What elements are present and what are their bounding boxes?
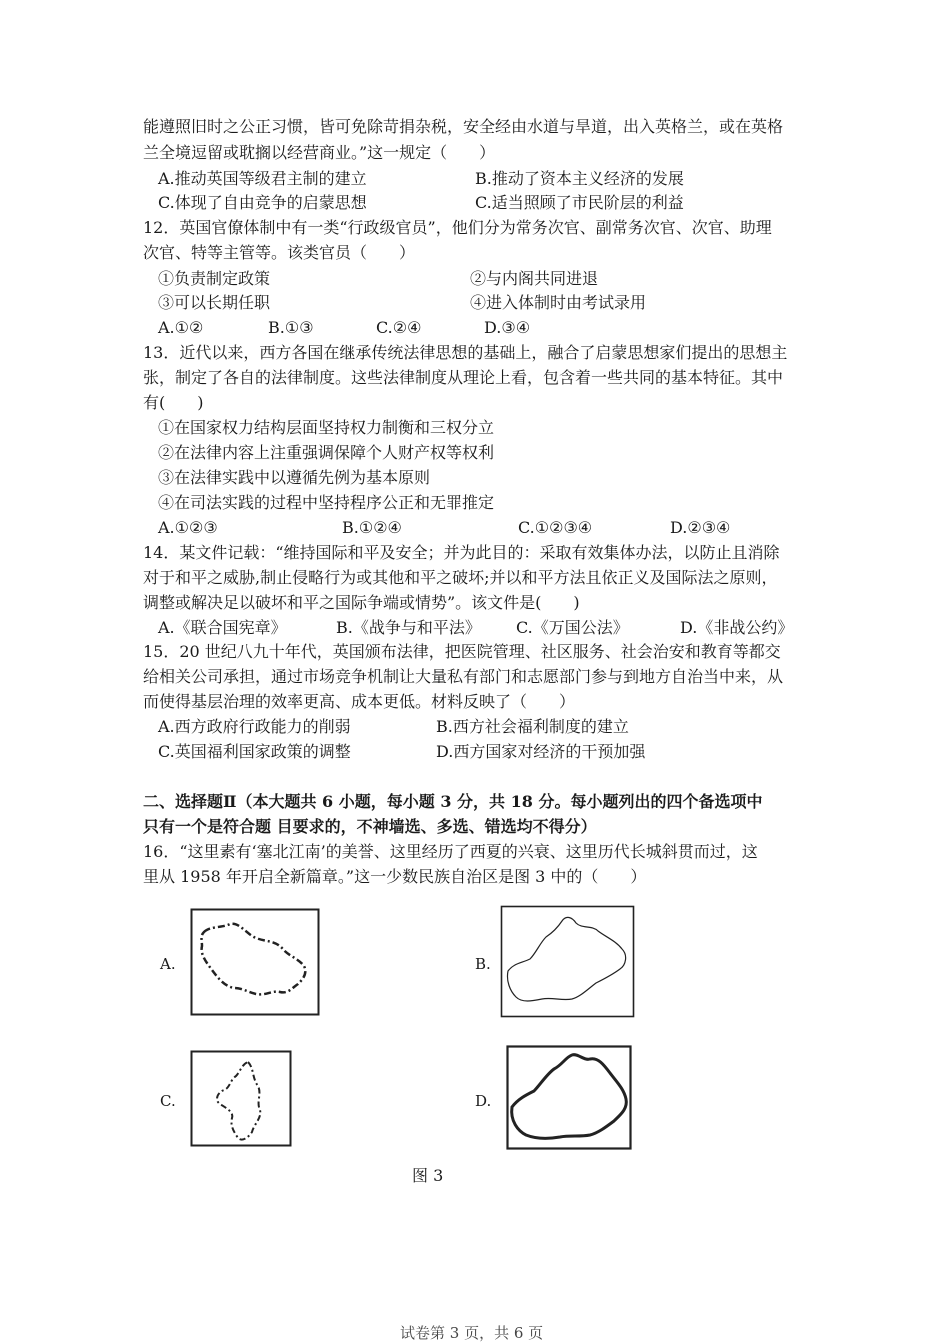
figure-caption: 图 3 xyxy=(412,1166,444,1185)
map-d[interactable] xyxy=(506,1045,632,1150)
q11-line-1: 能遵照旧时之公正习惯，皆可免除苛捐杂税，安全经由水道与旱道，出入英格兰，或在英格 xyxy=(143,117,784,136)
section2-heading-line-2: 只有一个是符合题 目要求的，不神墙选、多选、错选均不得分） xyxy=(143,817,597,836)
q14-line-1: 14．某文件记载：“维持国际和平及安全；并为此目的：采取有效集体办法，以防止且消除 xyxy=(143,543,780,562)
q14-option-b[interactable]: B.《战争与和平法》 xyxy=(336,618,481,637)
q13-option-a[interactable]: A.①②③ xyxy=(158,518,218,537)
q14-line-2: 对于和平之威胁,制止侵略行为或其他和平之破坏;并以和平方法且依正义及国际法之原则， xyxy=(143,568,778,587)
q13-option-b[interactable]: B.①②④ xyxy=(342,518,402,537)
q16-line-2: 里从 1958 年开启全新篇章。”这一少数民族自治区是图 3 中的（ ） xyxy=(143,867,647,886)
q11-option-d[interactable]: C.适当照顾了市民阶层的利益 xyxy=(475,193,684,212)
q14-option-d[interactable]: D.《非战公约》 xyxy=(680,618,794,637)
map-c[interactable] xyxy=(190,1050,292,1147)
q12-option-a[interactable]: A.①② xyxy=(158,318,204,337)
q15-line-1: 15．20 世纪八九十年代，英国颁布法律，把医院管理、社区服务、社会治安和教育等都交 xyxy=(143,642,781,661)
q13-line-2: 张，制定了各自的法律制度。这些法律制度从理论上看，包含着一些共同的基本特征。其中 xyxy=(143,368,784,387)
q12-option-b[interactable]: B.①③ xyxy=(268,318,314,337)
q14-option-a[interactable]: A.《联合国宪章》 xyxy=(158,618,287,637)
q12-line-2: 次官、特等主管等。该类官员（ ） xyxy=(143,243,416,262)
page-footer: 试卷第 3 页，共 6 页 xyxy=(400,1324,544,1342)
q13-line-1: 13．近代以来，西方各国在继承传统法律思想的基础上，融合了启蒙思想家们提出的思想主 xyxy=(143,343,788,362)
q13-item-1: ①在国家权力结构层面坚持权力制衡和三权分立 xyxy=(158,418,495,437)
q15-option-c[interactable]: C.英国福利国家政策的调整 xyxy=(158,742,351,761)
q13-item-4: ④在司法实践的过程中坚持程序公正和无罪推定 xyxy=(158,493,495,512)
q11-line-2: 兰全境逗留或耽搁以经营商业。”这一规定（ ） xyxy=(143,143,496,162)
map-b[interactable] xyxy=(500,905,635,1018)
q13-item-2: ②在法律内容上注重强调保障个人财产权等权利 xyxy=(158,443,495,462)
q16-line-1: 16．“这里素有‘塞北江南’的美誉、这里经历了西夏的兴衰、这里历代长城斜贯而过，这 xyxy=(143,842,758,861)
map-c-label: C. xyxy=(160,1092,176,1110)
q12-option-c[interactable]: C.②④ xyxy=(376,318,422,337)
q12-line-1: 12．英国官僚体制中有一类“行政级官员”，他们分为常务次官、副常务次官、次官、助理 xyxy=(143,218,772,237)
q11-option-b[interactable]: B.推动了资本主义经济的发展 xyxy=(475,169,684,188)
q12-item-2: ②与内阁共同进退 xyxy=(470,269,599,288)
q12-item-4: ④进入体制时由考试录用 xyxy=(470,293,647,312)
q12-option-d[interactable]: D.③④ xyxy=(484,318,531,337)
map-a-label: A. xyxy=(160,955,176,973)
q13-option-d[interactable]: D.②③④ xyxy=(670,518,731,537)
map-a[interactable] xyxy=(190,908,320,1016)
q14-line-3: 调整或解决足以破坏和平之国际争端或情势”。该文件是( ) xyxy=(143,593,580,612)
section2-heading-line-1: 二、选择题Ⅱ（本大题共 6 小题，每小题 3 分，共 18 分。每小题列出的四个备选项中 xyxy=(143,792,763,811)
q13-line-3: 有( ) xyxy=(143,393,204,412)
map-d-label: D. xyxy=(475,1092,492,1110)
q12-item-1: ①负责制定政策 xyxy=(158,269,271,288)
q15-option-a[interactable]: A.西方政府行政能力的削弱 xyxy=(158,717,351,736)
map-b-label: B. xyxy=(475,955,491,973)
q15-option-d[interactable]: D.西方国家对经济的干预加强 xyxy=(436,742,646,761)
q15-line-3: 而使得基层治理的效率更高、成本更低。材料反映了（ ） xyxy=(143,692,576,711)
q15-option-b[interactable]: B.西方社会福利制度的建立 xyxy=(436,717,629,736)
q14-option-c[interactable]: C.《万国公法》 xyxy=(516,618,629,637)
q15-line-2: 给相关公司承担，通过市场竞争机制让大量私有部门和志愿部门参与到地方自治当中来，从 xyxy=(143,667,784,686)
q11-option-c[interactable]: C.体现了自由竞争的启蒙思想 xyxy=(158,193,367,212)
q12-item-3: ③可以长期任职 xyxy=(158,293,271,312)
q11-option-a[interactable]: A.推动英国等级君主制的建立 xyxy=(158,169,367,188)
q13-option-c[interactable]: C.①②③④ xyxy=(518,518,593,537)
q13-item-3: ③在法律实践中以遵循先例为基本原则 xyxy=(158,468,431,487)
